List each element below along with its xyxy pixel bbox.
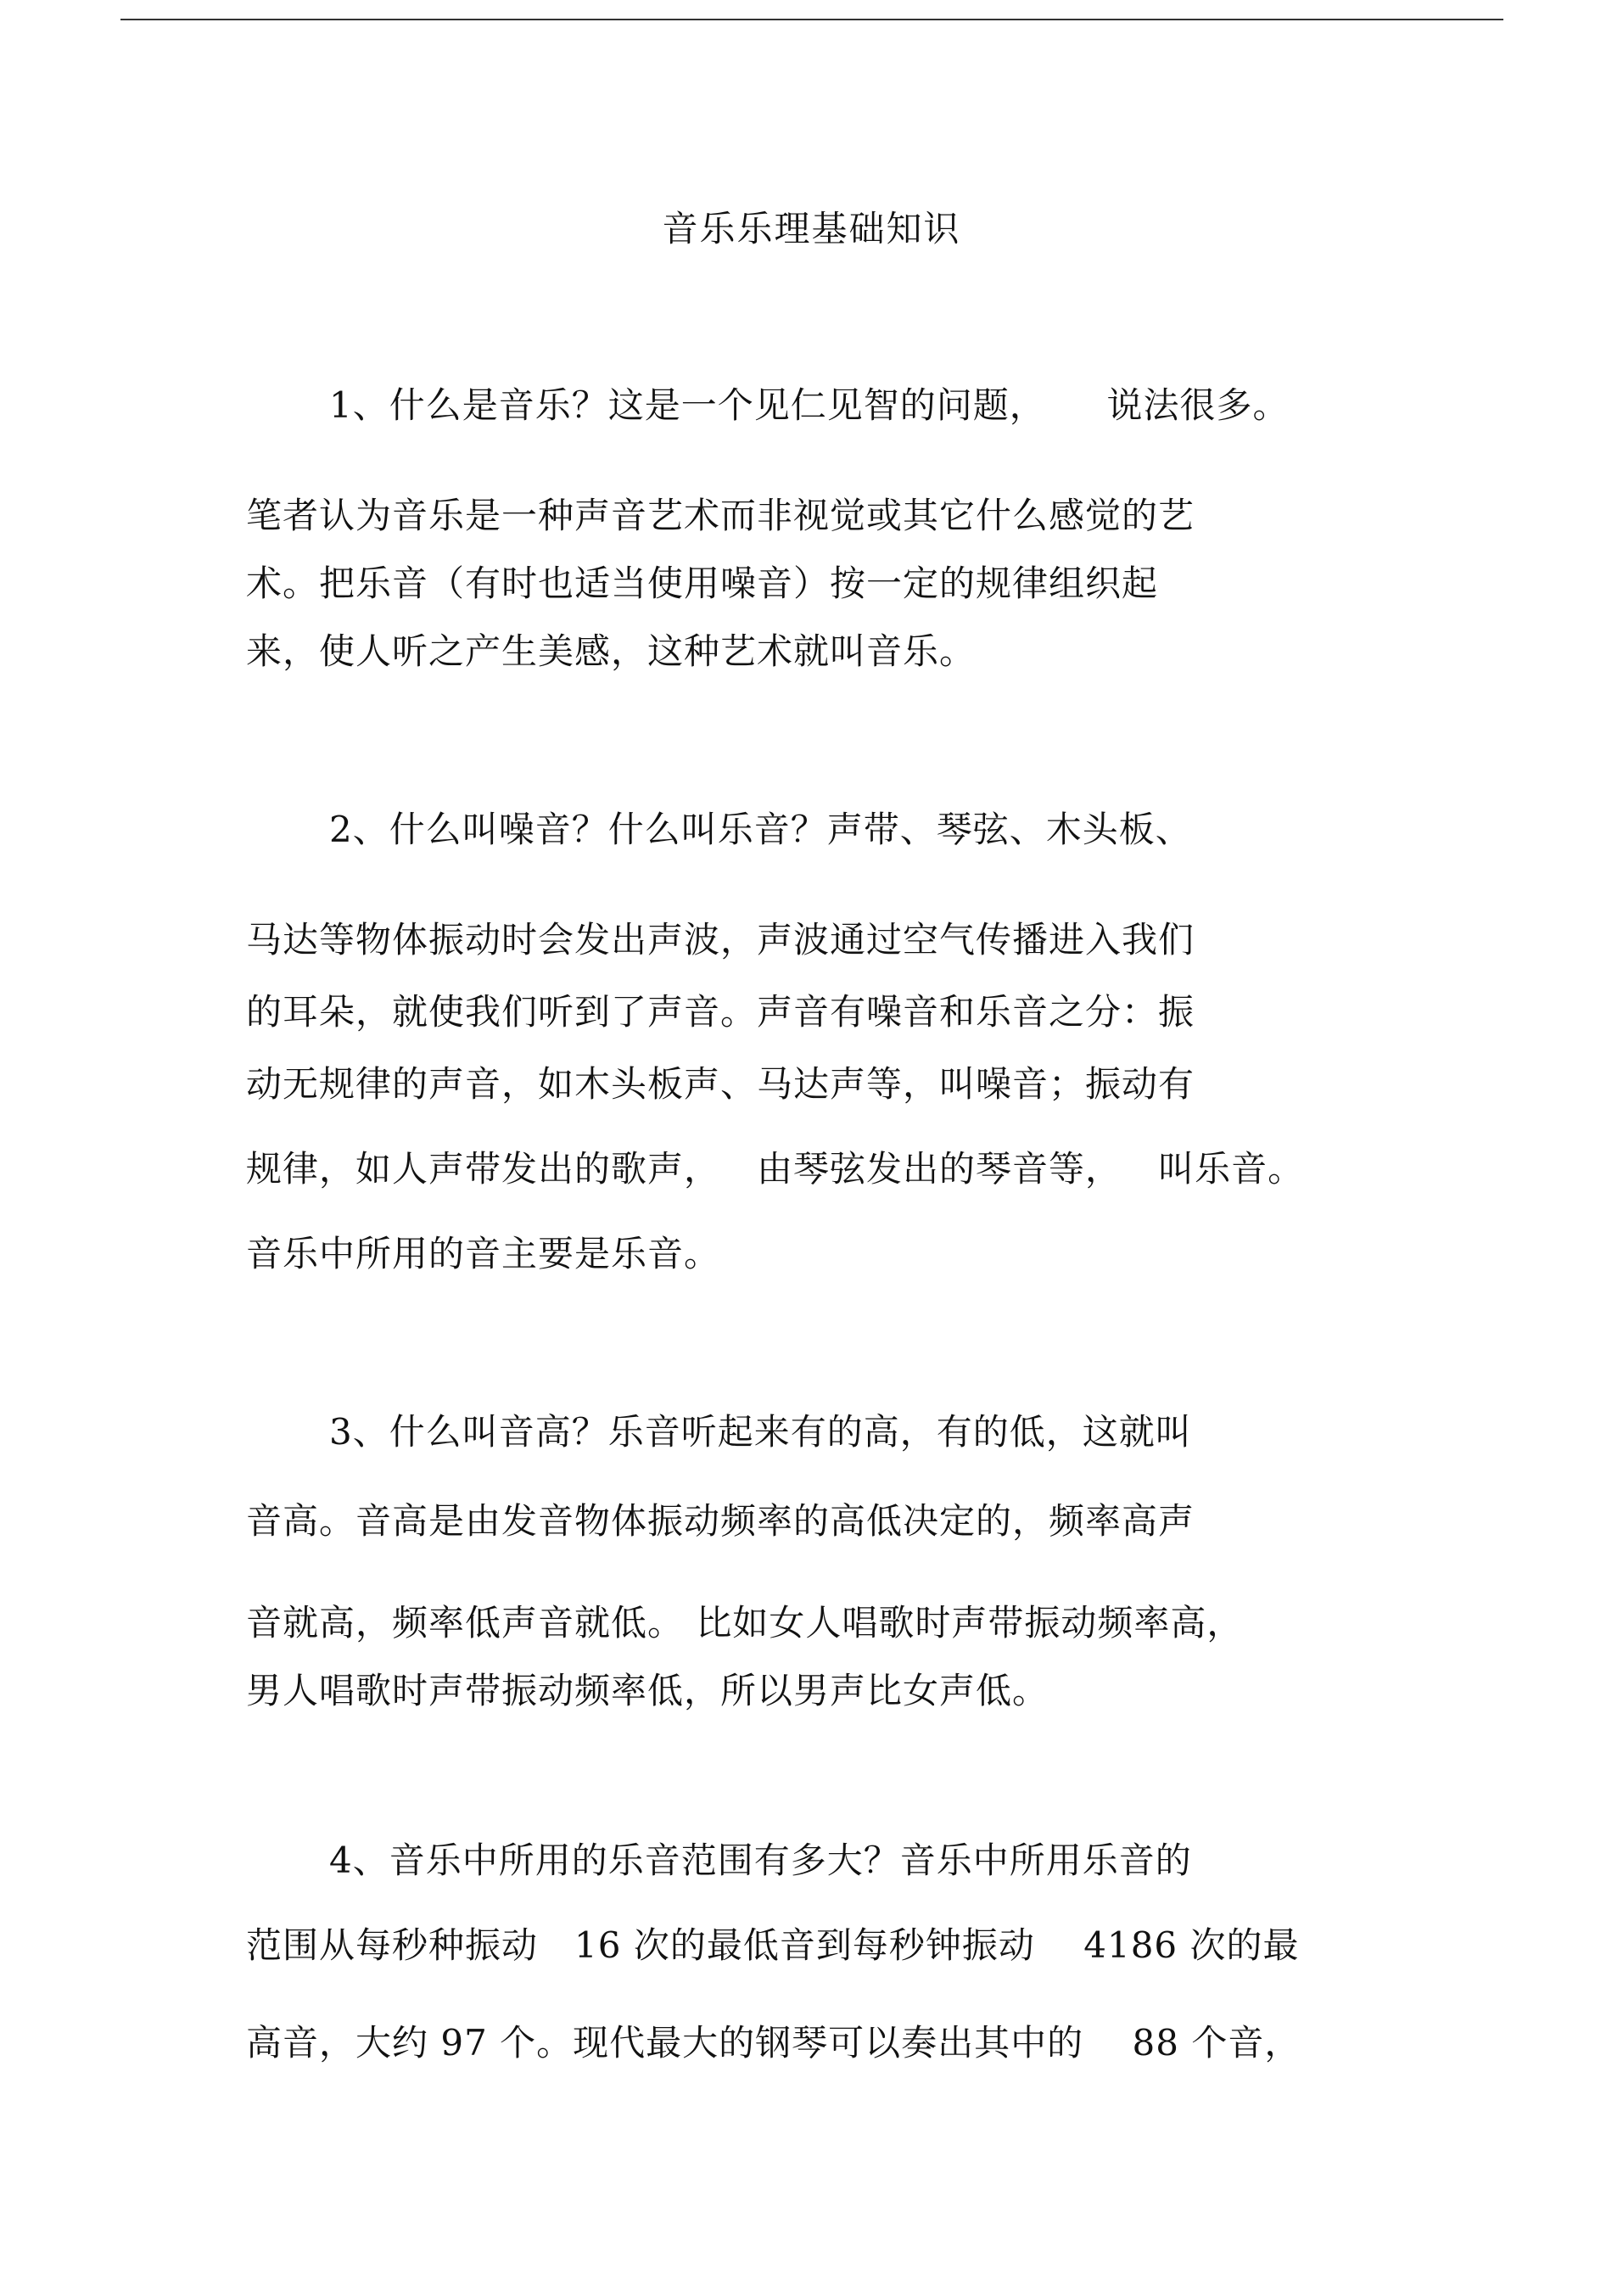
paragraph-4-line-3: 高音，大约 97 个。现代最大的钢琴可以奏出其中的 88 个音， [246,2022,1301,2064]
paragraph-1-line-4: 来，使人听之产生美感，这种艺术就叫音乐。 [246,630,977,672]
paragraph-2-line-2: 马达等物体振动时会发出声波，声波通过空气传播进入我们 [246,919,1195,960]
paragraph-3-line-2: 音高。音高是由发音物体振动频率的高低决定的，频率高声 [246,1500,1195,1542]
paragraph-3-line-4: 男人唱歌时声带振动频率低，所以男声比女声低。 [246,1670,1049,1711]
paragraph-4-line-1: 4、音乐中所用的乐音范围有多大？音乐中所用乐音的 [329,1840,1192,1881]
paragraph-1-line-1: 1、什么是音乐？这是一个见仁见智的问题， 说法很多。 [329,384,1290,426]
paragraph-4-line-2: 范围从每秒种振动 16 次的最低音到每秒钟振动 4186 次的最 [246,1924,1300,1966]
paragraph-1-line-3: 术。把乐音（有时也适当使用噪音）按一定的规律组织起 [246,563,1159,604]
document-title: 音乐乐理基础知识 [662,208,961,249]
paragraph-2-line-6: 音乐中所用的音主要是乐音。 [246,1233,721,1274]
header-rule [120,19,1503,20]
paragraph-3-line-3: 音就高，频率低声音就低。 比如女人唱歌时声带振动频率高， [246,1602,1244,1644]
paragraph-2-line-4: 动无规律的声音，如木头板声、马达声等，叫噪音；振动有 [246,1063,1195,1105]
paragraph-3-line-1: 3、什么叫音高？乐音听起来有的高，有的低，这就叫 [329,1411,1192,1453]
paragraph-2-line-1: 2、什么叫噪音？什么叫乐音？声带、琴弦、木头板、 [329,809,1192,850]
paragraph-2-line-3: 的耳朵，就使我们听到了声音。声音有噪音和乐音之分：振 [246,991,1195,1033]
paragraph-1-line-2: 笔者认为音乐是一种声音艺术而非视觉或其它什么感觉的艺 [246,495,1195,536]
paragraph-2-line-5: 规律，如人声带发出的歌声， 由琴弦发出的琴音等， 叫乐音。 [246,1148,1305,1190]
